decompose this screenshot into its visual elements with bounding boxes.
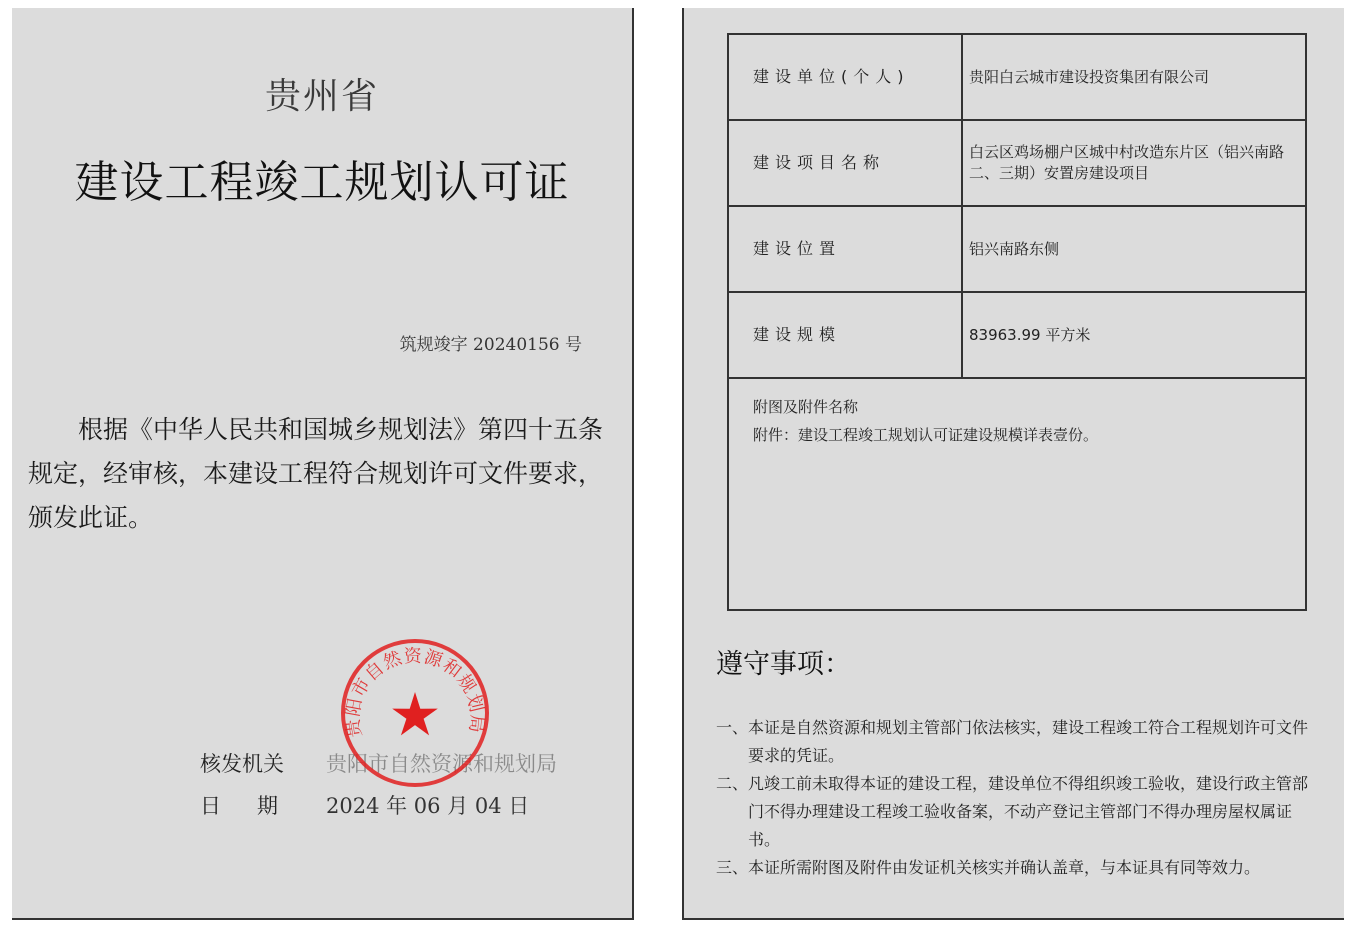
attachments-content: 附件：建设工程竣工规划认可证建设规模详表壹份。 [753,426,1099,444]
notice-text: 本证所需附图及附件由发证机关核实并确认盖章，与本证具有同等效力。 [748,858,1261,877]
column-divider [961,121,963,205]
column-divider [961,35,963,119]
notice-number: 二、 [716,774,749,793]
issuer-label: 核发机关 [200,752,284,776]
notice-text: 凡竣工前未取得本证的建设工程，建设单位不得组织竣工验收，建设行政主管部门不得办理建设工程竣工验收备案，不动产登记主管部门不得办理房屋权属证书。 [748,774,1309,849]
row-value: 铝兴南路东侧 [969,239,1060,258]
attachments-section [753,393,1098,449]
certificate-front-page [12,8,634,920]
seal-star-icon [392,692,438,735]
seal-text: 贵阳市自然资源和规划局 [342,645,488,739]
date-row [200,790,529,820]
certificate-back-page [682,8,1344,920]
notice-list [716,714,1322,882]
date-value: 2024 年 06 月 04 日 [326,794,530,818]
certificate-number: 筑规竣字 20240156 号 [399,335,582,355]
certificate-body-text: 根据《中华人民共和国城乡规划法》第四十五条规定，经审核，本建设工程符合规划许可文件要求，颁发此证。 [28,415,604,532]
row-label: 建设单位(个人) [753,67,910,86]
attachments-heading: 附图及附件名称 [753,398,859,416]
notice-text: 本证是自然资源和规划主管部门依法核实，建设工程竣工符合工程规划许可文件要求的凭证。 [748,718,1309,765]
column-divider [961,207,963,291]
row-label: 建设位置 [753,239,842,258]
notice-number: 三、 [716,858,749,877]
notice-item [716,854,1322,882]
certificate-title: 建设工程竣工规划认可证 [74,157,570,208]
official-seal-stamp [338,636,492,790]
table-row [729,293,1305,379]
province-heading: 贵州省 [264,76,379,117]
notice-item [716,714,1322,770]
column-divider [961,293,963,377]
table-row [729,35,1305,121]
row-label: 建设规模 [753,325,842,344]
project-info-table [727,33,1307,611]
table-row [729,121,1305,207]
row-value: 83963.99 平方米 [969,325,1091,344]
row-value: 贵阳白云城市建设投资集团有限公司 [969,67,1210,86]
notice-number: 一、 [716,718,749,737]
row-value: 白云区鸡场棚户区城中村改造东片区（铝兴南路二、三期）安置房建设项目 [969,143,1285,182]
date-label: 日期 [200,794,314,818]
notice-title: 遵守事项： [716,649,851,680]
row-label: 建设项目名称 [753,153,886,172]
notice-item [716,770,1322,854]
issuer-value: 贵阳市自然资源和规划局 [326,752,557,776]
table-row [729,207,1305,293]
